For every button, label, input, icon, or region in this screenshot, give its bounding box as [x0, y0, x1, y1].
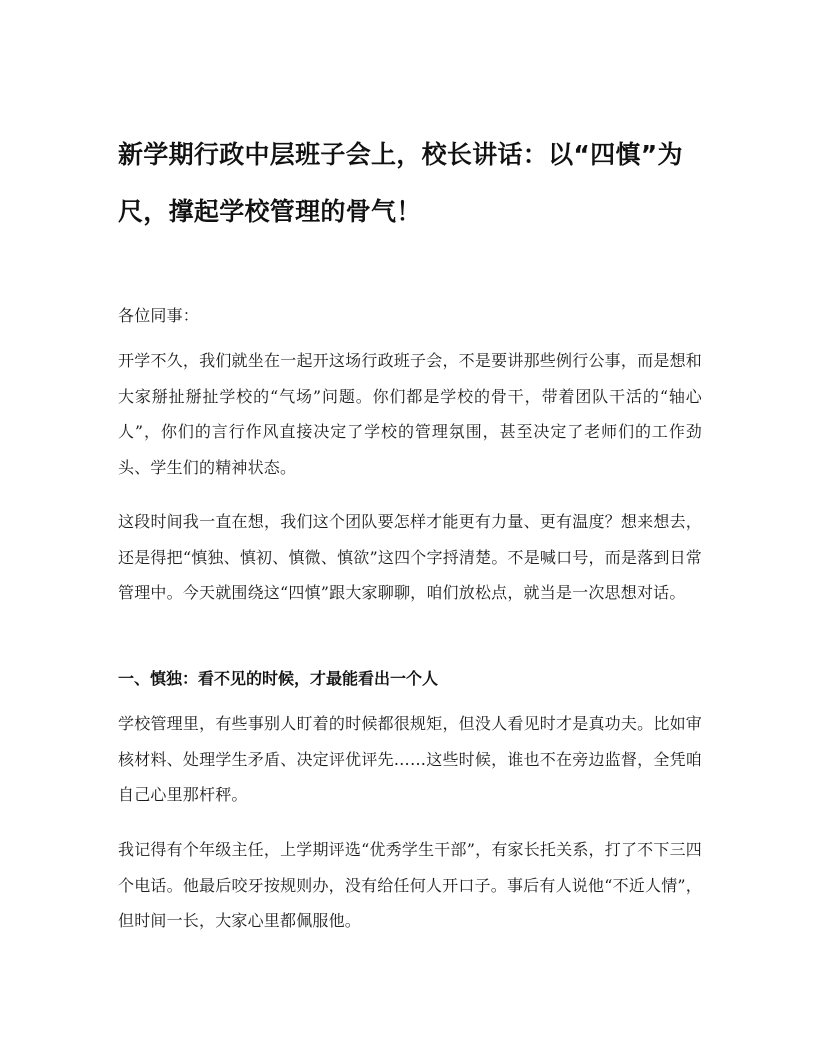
greeting: 各位同事：	[118, 306, 200, 325]
paragraph: 学校管理里，有些事别人盯着的时候都很规矩，但没人看见时才是真功夫。比如审核材料、处理学生矛盾、决定评优评先……这些时候，谁也不在旁边监督，全凭咱自己心里那杆秤。	[118, 714, 702, 804]
paragraph: 开学不久，我们就坐在一起开这场行政班子会，不是要讲那些例行公事，而是想和大家掰扯掰扯学校的“气场”问题。你们都是学校的骨干，带着团队干活的“轴心人”，你们的言行作风直接决定了学校的管理氛围，甚至决定了老师们的工作劲头、学生们的精神状态。	[118, 351, 702, 477]
section-heading: 一、慎独：看不见的时候，才最能看出一个人	[118, 669, 439, 688]
paragraph: 这段时间我一直在想，我们这个团队要怎样才能更有力量、更有温度？想来想去，还是得把“慎独、慎初、慎微、慎欲”这四个字捋清楚。不是喊口号，而是落到日常管理中。今天就围绕这“四慎”跟大家聊聊，咱们放松点，就当是一次思想对话。	[118, 512, 702, 602]
paragraph: 我记得有个年级主任，上学期评选“优秀学生干部”，有家长托关系，打了不下三四个电话。他最后咬牙按规则办，没有给任何人开口子。事后有人说他“不近人情”，但时间一长，大家心里都佩服他。	[118, 840, 702, 930]
document-title: 新学期行政中层班子会上，校长讲话：以“四慎”为尺，撑起学校管理的骨气！	[118, 140, 683, 226]
